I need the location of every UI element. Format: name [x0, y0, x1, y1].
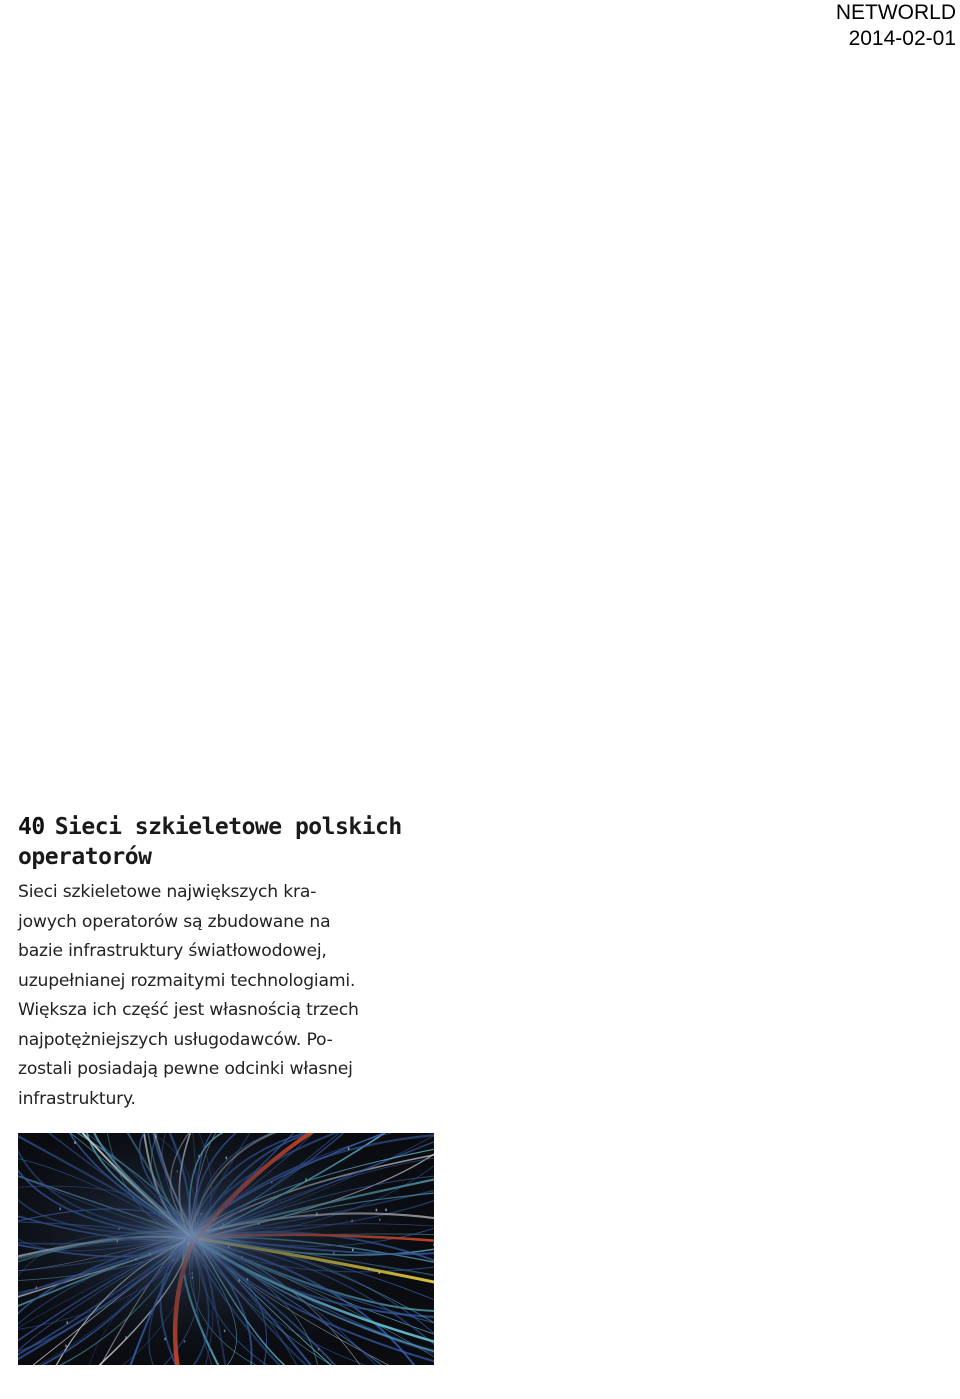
fiber-optic-cables-image [18, 1133, 434, 1365]
article [18, 812, 438, 1114]
body-line: najpotężniejszych usługodawców. Po- [18, 1029, 333, 1050]
body-line: jowych operatorów są zbudowane na [18, 911, 331, 932]
body-line: infrastruktury. [18, 1088, 136, 1109]
body-line: Większa ich część jest własnością trzech [18, 1000, 359, 1020]
body-line: Sieci szkieletowe największych kra- [18, 882, 317, 902]
article-body [18, 878, 438, 1114]
body-line: zostali posiadają pewne odcinki własnej [18, 1059, 353, 1079]
body-line: bazie infrastruktury światłowodowej, [18, 941, 327, 961]
article-title-text: Sieci szkieletowe polskich operatorów [18, 814, 402, 870]
publication-date: 2014-02-01 [848, 27, 956, 50]
article-number: 40 [18, 814, 45, 840]
article-title [18, 812, 438, 872]
fiber-optic-cables-photo [18, 1133, 434, 1365]
page-header [836, 0, 956, 52]
publication-name: NETWORLD [835, 1, 956, 24]
body-line: uzupełnianej rozmaitymi technologiami. [18, 970, 356, 991]
tunnel-glow [18, 1133, 434, 1365]
